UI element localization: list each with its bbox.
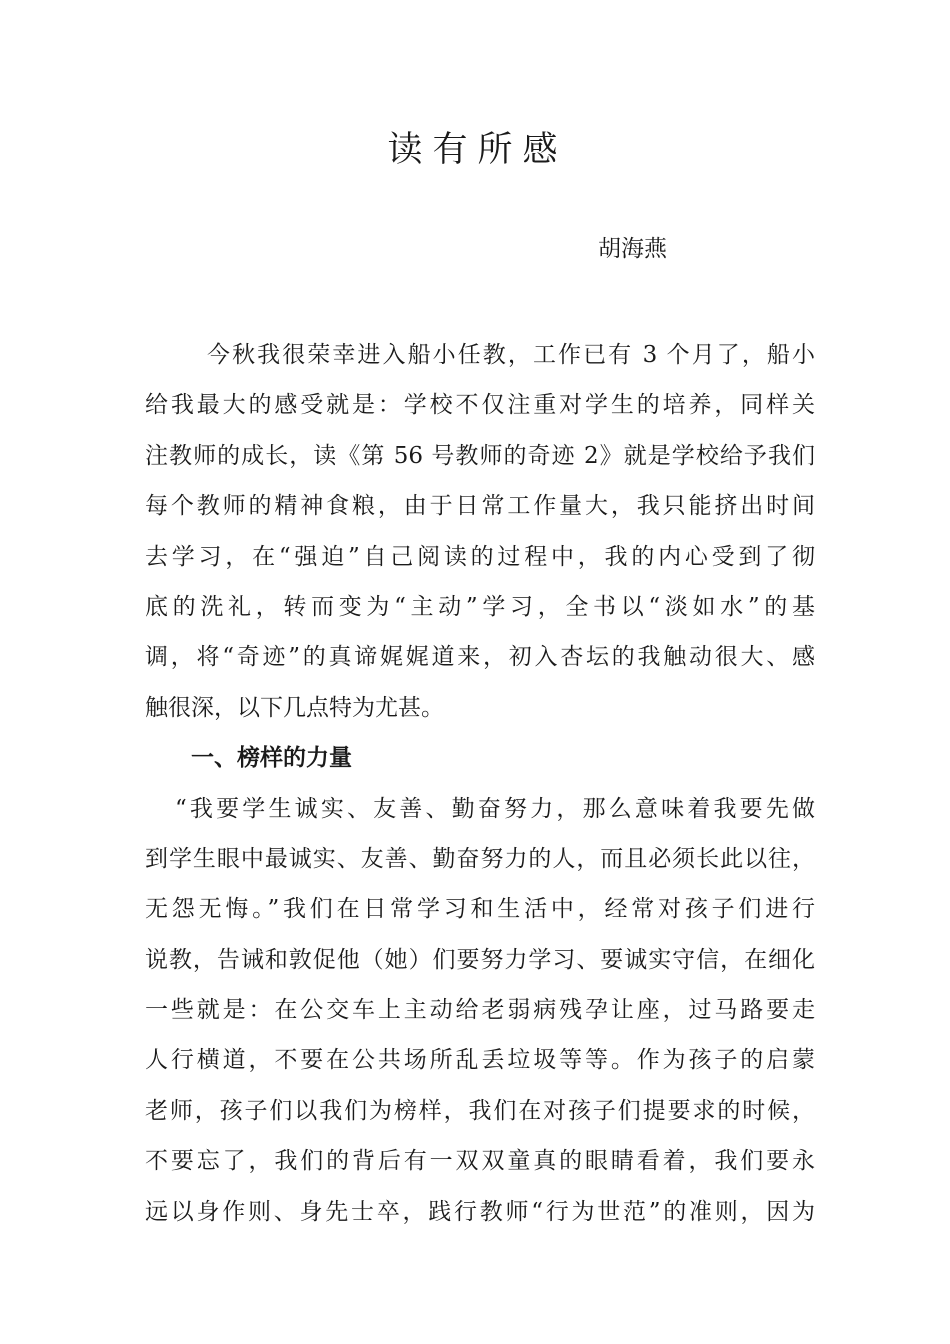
text-line: 底的洗礼，转而变为“主动”学习，全书以“淡如水”的基 — [145, 593, 815, 620]
text-line: 人行横道，不要在公共场所乱丢垃圾等等。作为孩子的启蒙 — [145, 1047, 815, 1074]
text-line: 每个教师的精神食粮，由于日常工作量大，我只能挤出时间 — [145, 493, 815, 520]
text-line: 注教师的成长，读《第 56 号教师的奇迹 2》就是学校给予我们 — [145, 442, 815, 469]
text-line: 到学生眼中最诚实、友善、勤奋努力的人，而且必须长此以往， — [145, 845, 815, 872]
document-body — [145, 330, 815, 1237]
author-name: 胡海燕 — [598, 236, 667, 262]
text-line: 触很深，以下几点特为尤甚。 — [145, 694, 444, 721]
section-heading: 一、榜样的力量 — [191, 745, 352, 772]
text-line: 给我最大的感受就是：学校不仅注重对学生的培养，同样关 — [145, 392, 815, 419]
document-title: 读有所感 — [387, 130, 568, 170]
text-line: 说教，告诫和敦促他（她）们要努力学习、要诚实守信，在细化 — [145, 946, 815, 973]
text-line: 一些就是：在公交车上主动给老弱病残孕让座，过马路要走 — [145, 997, 815, 1024]
text-line: 远以身作则、身先士卒，践行教师“行为世范”的准则，因为 — [145, 1198, 815, 1225]
text-line: 不要忘了，我们的背后有一双双童真的眼睛看着，我们要永 — [145, 1148, 815, 1175]
text-line: 无怨无悔。”我们在日常学习和生活中，经常对孩子们进行 — [145, 896, 815, 923]
text-line: 老师，孩子们以我们为榜样，我们在对孩子们提要求的时候， — [145, 1097, 815, 1124]
text-line: “我要学生诚实、友善、勤奋努力，那么意味着我要先做 — [175, 795, 815, 822]
text-line: 今秋我很荣幸进入船小任教，工作已有 3 个月了，船小 — [207, 342, 815, 368]
paragraph-role-model — [145, 784, 815, 1238]
text-line: 调，将“奇迹”的真谛娓娓道来，初入杏坛的我触动很大、感 — [145, 644, 815, 671]
paragraph-intro — [145, 330, 815, 733]
text-line: 去学习，在“强迫”自己阅读的过程中，我的内心受到了彻 — [145, 543, 815, 570]
